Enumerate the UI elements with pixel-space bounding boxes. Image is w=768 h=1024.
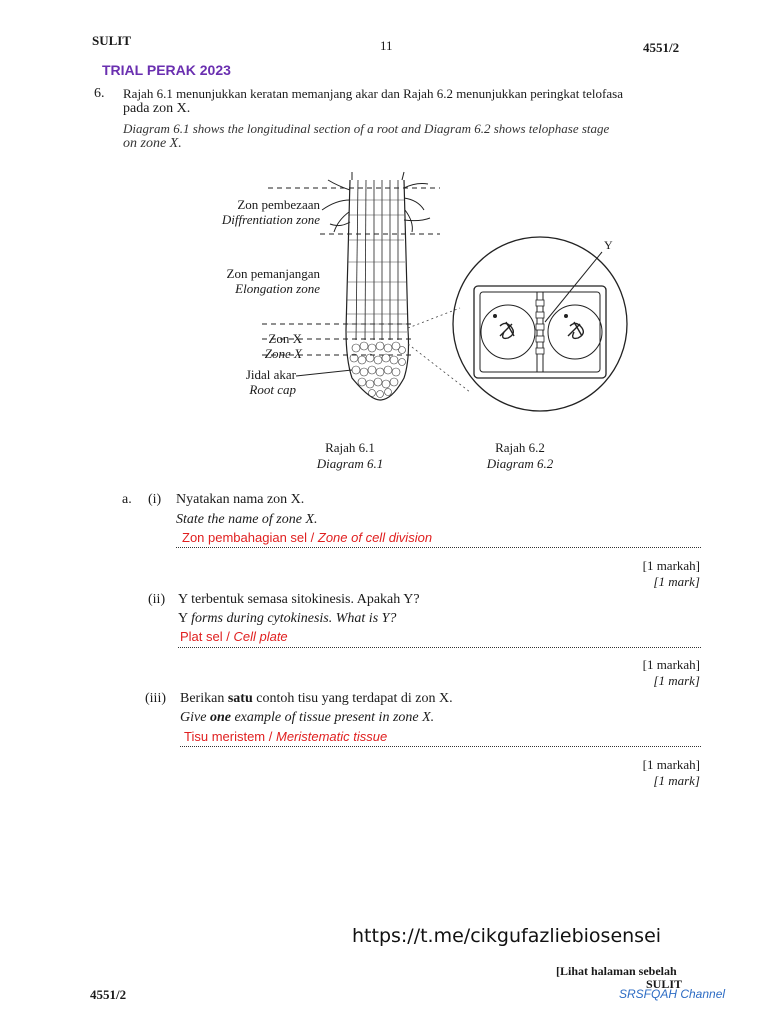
mark-iii-english: [1 mark]	[653, 773, 700, 788]
mark-ii-english: [1 mark]	[653, 673, 700, 688]
part-a-label: a.	[122, 492, 132, 507]
stem-english-line2: on zone X.	[123, 136, 182, 151]
marks-i	[600, 558, 700, 590]
label-zonex-english: Zone X	[264, 346, 302, 361]
root-hairs	[322, 172, 430, 232]
answer-line-iii	[180, 746, 701, 747]
question-i-english: State the name of zone X.	[176, 512, 318, 527]
channel-watermark: SRSFQAH Channel	[619, 987, 726, 1001]
label-cap-english: Root cap	[249, 382, 296, 397]
answer-i-english: Zone of cell division	[317, 530, 433, 545]
root-diagram	[0, 0, 768, 440]
question-iii-english	[180, 710, 434, 725]
answer-iii	[184, 729, 387, 744]
question-iii-malay	[180, 691, 453, 706]
question-ii-malay: Y terbentuk semasa sitokinesis. Apakah Y?	[178, 592, 420, 607]
caption1-malay: Rajah 6.1	[325, 440, 375, 455]
stem-malay-line1: Rajah 6.1 menunjukkan keratan memanjang akar dan Rajah 6.2 menunjukkan peringkat telofasa	[123, 86, 623, 101]
answer-line-i	[176, 547, 701, 548]
question-ii-english-y: Y	[178, 611, 192, 626]
answer-line-ii	[178, 647, 701, 648]
answer-iii-malay: Tisu meristem /	[184, 729, 276, 744]
page-number: 11	[380, 38, 393, 53]
question-iii-malay-c: contoh tisu yang terdapat di zon X.	[252, 691, 453, 706]
marks-iii	[600, 757, 700, 789]
paper-code: 4551/2	[643, 40, 680, 55]
caption1-english: Diagram 6.1	[316, 456, 384, 471]
mark-i-malay: [1 markah]	[642, 558, 700, 573]
label-diff-english: Diffrentiation zone	[221, 212, 320, 227]
question-number: 6.	[94, 86, 105, 101]
question-iii-english-bold: one	[209, 710, 231, 725]
root-body	[346, 180, 409, 400]
mark-iii-malay: [1 markah]	[642, 757, 700, 772]
stem-english-line1: Diagram 6.1 shows the longitudinal section of a root and Diagram 6.2 shows telophase stage	[123, 121, 610, 136]
zone-boundary-lines	[262, 188, 440, 355]
stem-malay-line2: pada zon X.	[123, 101, 191, 116]
marks-ii	[600, 657, 700, 689]
magnification-lines	[408, 308, 470, 392]
telophase-magnified-view	[453, 237, 627, 411]
footer-code: 4551/2	[90, 987, 127, 1002]
question-iii-english-c: example of tissue present in zone X.	[230, 710, 435, 725]
question-iii-malay-a: Berikan	[180, 691, 228, 706]
footer-sulit: SULIT	[646, 977, 683, 991]
label-elong-malay: Zon pemanjangan	[226, 266, 320, 281]
question-iii-english-a: Give	[180, 710, 210, 725]
caption2-malay: Rajah 6.2	[495, 440, 545, 455]
part-ii-label: (ii)	[148, 592, 166, 607]
trial-label: TRIAL PERAK 2023	[102, 62, 231, 78]
question-ii-english-text: forms during cytokinesis. What is Y?	[191, 611, 397, 626]
header-sulit: SULIT	[92, 33, 132, 48]
caption-diagram-6-1	[300, 440, 400, 472]
label-cap-malay: Jidal akar	[245, 367, 296, 382]
answer-ii	[180, 629, 288, 644]
label-leader-lines	[296, 370, 352, 376]
label-y: Y	[604, 238, 613, 252]
telegram-link[interactable]: https://t.me/cikgufazliebiosensei	[352, 925, 662, 947]
answer-iii-english: Meristematic tissue	[275, 729, 388, 744]
question-ii-english	[178, 611, 396, 626]
answer-i	[182, 530, 432, 545]
question-i-malay: Nyatakan nama zon X.	[176, 492, 305, 507]
answer-ii-malay: Plat sel /	[180, 629, 234, 644]
next-page-note: [Lihat halaman sebelah	[556, 964, 677, 978]
answer-ii-english: Cell plate	[233, 629, 288, 644]
part-iii-label: (iii)	[145, 691, 166, 706]
label-zonex-malay: Zon X	[268, 331, 302, 346]
caption2-english: Diagram 6.2	[486, 456, 554, 471]
mark-i-english: [1 mark]	[653, 574, 700, 589]
part-i-label: (i)	[148, 492, 162, 507]
caption-diagram-6-2	[470, 440, 570, 472]
label-diff-malay: Zon pembezaan	[237, 197, 320, 212]
mark-ii-malay: [1 markah]	[642, 657, 700, 672]
label-elong-english: Elongation zone	[235, 281, 320, 296]
question-iii-malay-bold: satu	[227, 691, 253, 706]
answer-i-malay: Zon pembahagian sel /	[182, 530, 318, 545]
